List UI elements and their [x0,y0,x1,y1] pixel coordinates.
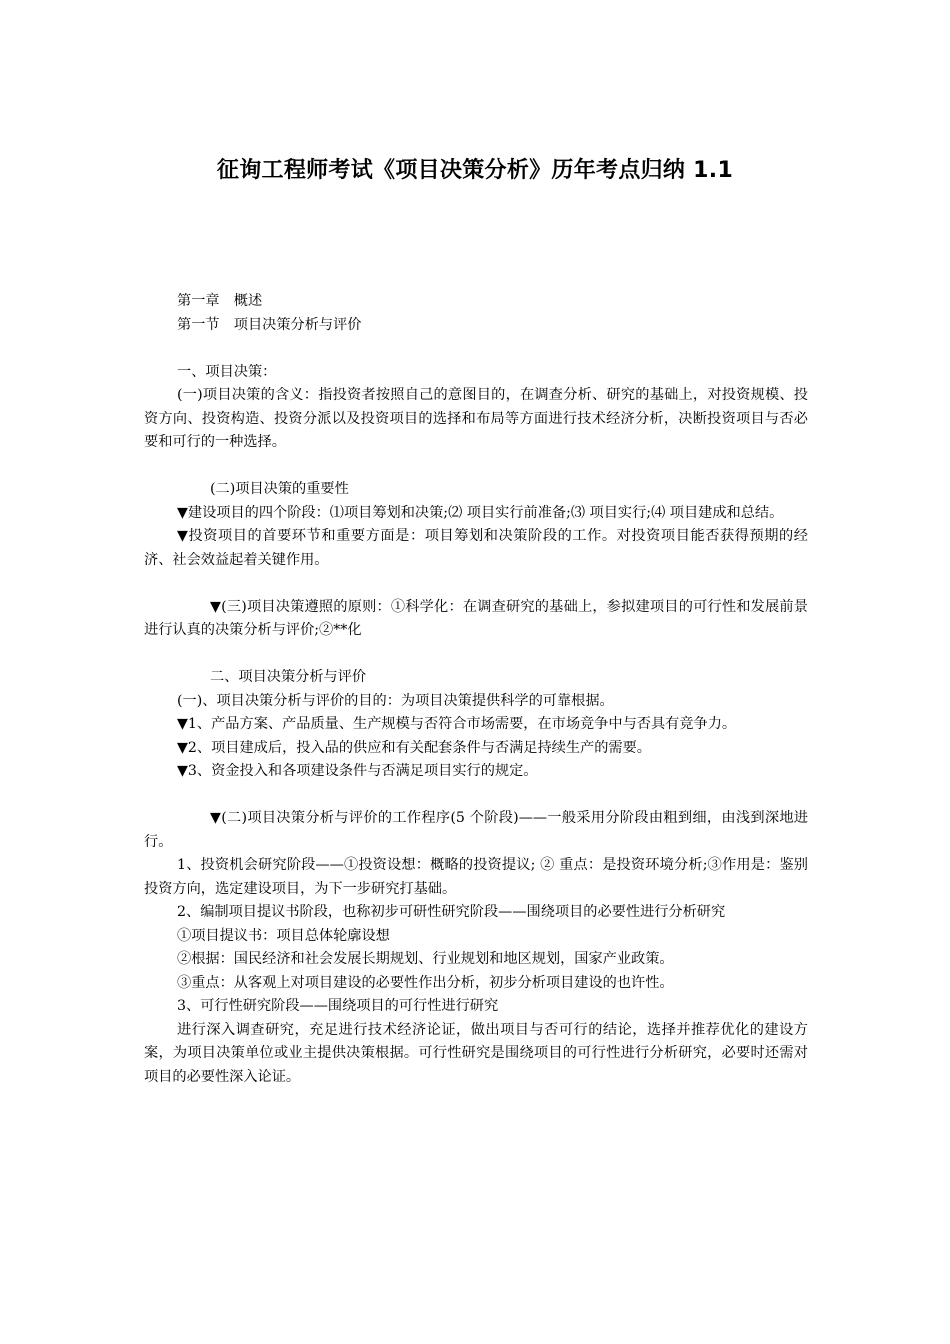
bullet-paragraph: ▼1、产品方案、产品质量、生产规模与否符合市场需要，在市场竞争中与否具有竞争力。 [177,716,737,732]
paragraph-gap [144,572,808,596]
paragraph-gap [144,337,808,361]
chapter-heading: 第一章 概述 [177,293,263,309]
paragraph: (一)项目决策的含义：指投资者按照自己的意图目的，在调查分析、研究的基础上，对投资规模、投资方向、投资构造、投资分派以及投资项目的选择和布局等方面进行技术经济分析，决断投资项目与否必要和可行的一种选择。 [144,387,808,450]
paragraph-heading: (二)项目决策的重要性 [210,481,349,497]
bullet-paragraph: ▼(三)项目决策遵照的原则：①科学化：在调查研究的基础上，参拟建项目的可行性和发展前景进行认真的决策分析与评价;②**化 [144,598,808,638]
paragraph: 进行深入调查研究，充足进行技术经济论证，做出项目与否可行的结论，选择并推荐优化的建设方案，为项目决策单位或业主提供决策根据。可行性研究是围绕项目的可行性进行分析研究，必要时还需对项目的必要性深入论证。 [144,1021,808,1085]
document-body [144,290,808,1089]
bullet-paragraph: ▼(二)项目决策分析与评价的工作程序(5 个阶段)——一般采用分阶段由粗到细，由浅到深地进行。 [144,810,808,850]
subsection-heading: 二、项目决策分析与评价 [210,669,367,685]
paragraph: 1、投资机会研究阶段——①投资设想：概略的投资提议; ② 重点：是投资环境分析;③作用是：鉴别投资方向，选定建设项目，为下一步研究打基础。 [144,857,808,897]
paragraph: ②根据：国民经济和社会发展长期规划、行业规划和地区规划，国家产业政策。 [177,951,674,967]
paragraph: 2、编制项目提议书阶段，也称初步可研性研究阶段——围绕项目的必要性进行分析研究 [177,904,726,920]
bullet-paragraph: ▼建设项目的四个阶段：⑴项目筹划和决策;⑵ 项目实行前准备;⑶ 项目实行;⑷ 项目建成和总结。 [177,504,784,521]
bullet-paragraph: ▼2、项目建成后，投入品的供应和有关配套条件与否满足持续生产的需要。 [177,739,651,756]
bullet-paragraph: ▼投资项目的首要环节和重要方面是：项目筹划和决策阶段的工作。对投资项目能否获得预期的经济、社会效益起着关键作用。 [144,528,808,568]
paragraph: ③重点：从客观上对项目建设的必要性作出分析，初步分析项目建设的也许性。 [177,974,674,991]
paragraph: (一)、项目决策分析与评价的目的：为项目决策提供科学的可靠根据。 [177,692,614,709]
document-title: 征询工程师考试《项目决策分析》历年考点归纳 1.1 [216,158,734,183]
paragraph-gap [144,455,808,479]
paragraph: ①项目提议书：项目总体轮廓设想 [177,927,390,944]
subsection-heading: 一、项目决策： [177,363,277,380]
paragraph-gap [144,784,808,808]
paragraph: 3、可行性研究阶段——围绕项目的可行性进行研究 [177,998,499,1014]
bullet-paragraph: ▼3、资金投入和各项建设条件与否满足项目实行的规定。 [177,763,538,779]
section-heading: 第一节 项目决策分析与评价 [177,316,362,333]
paragraph-gap [144,643,808,667]
